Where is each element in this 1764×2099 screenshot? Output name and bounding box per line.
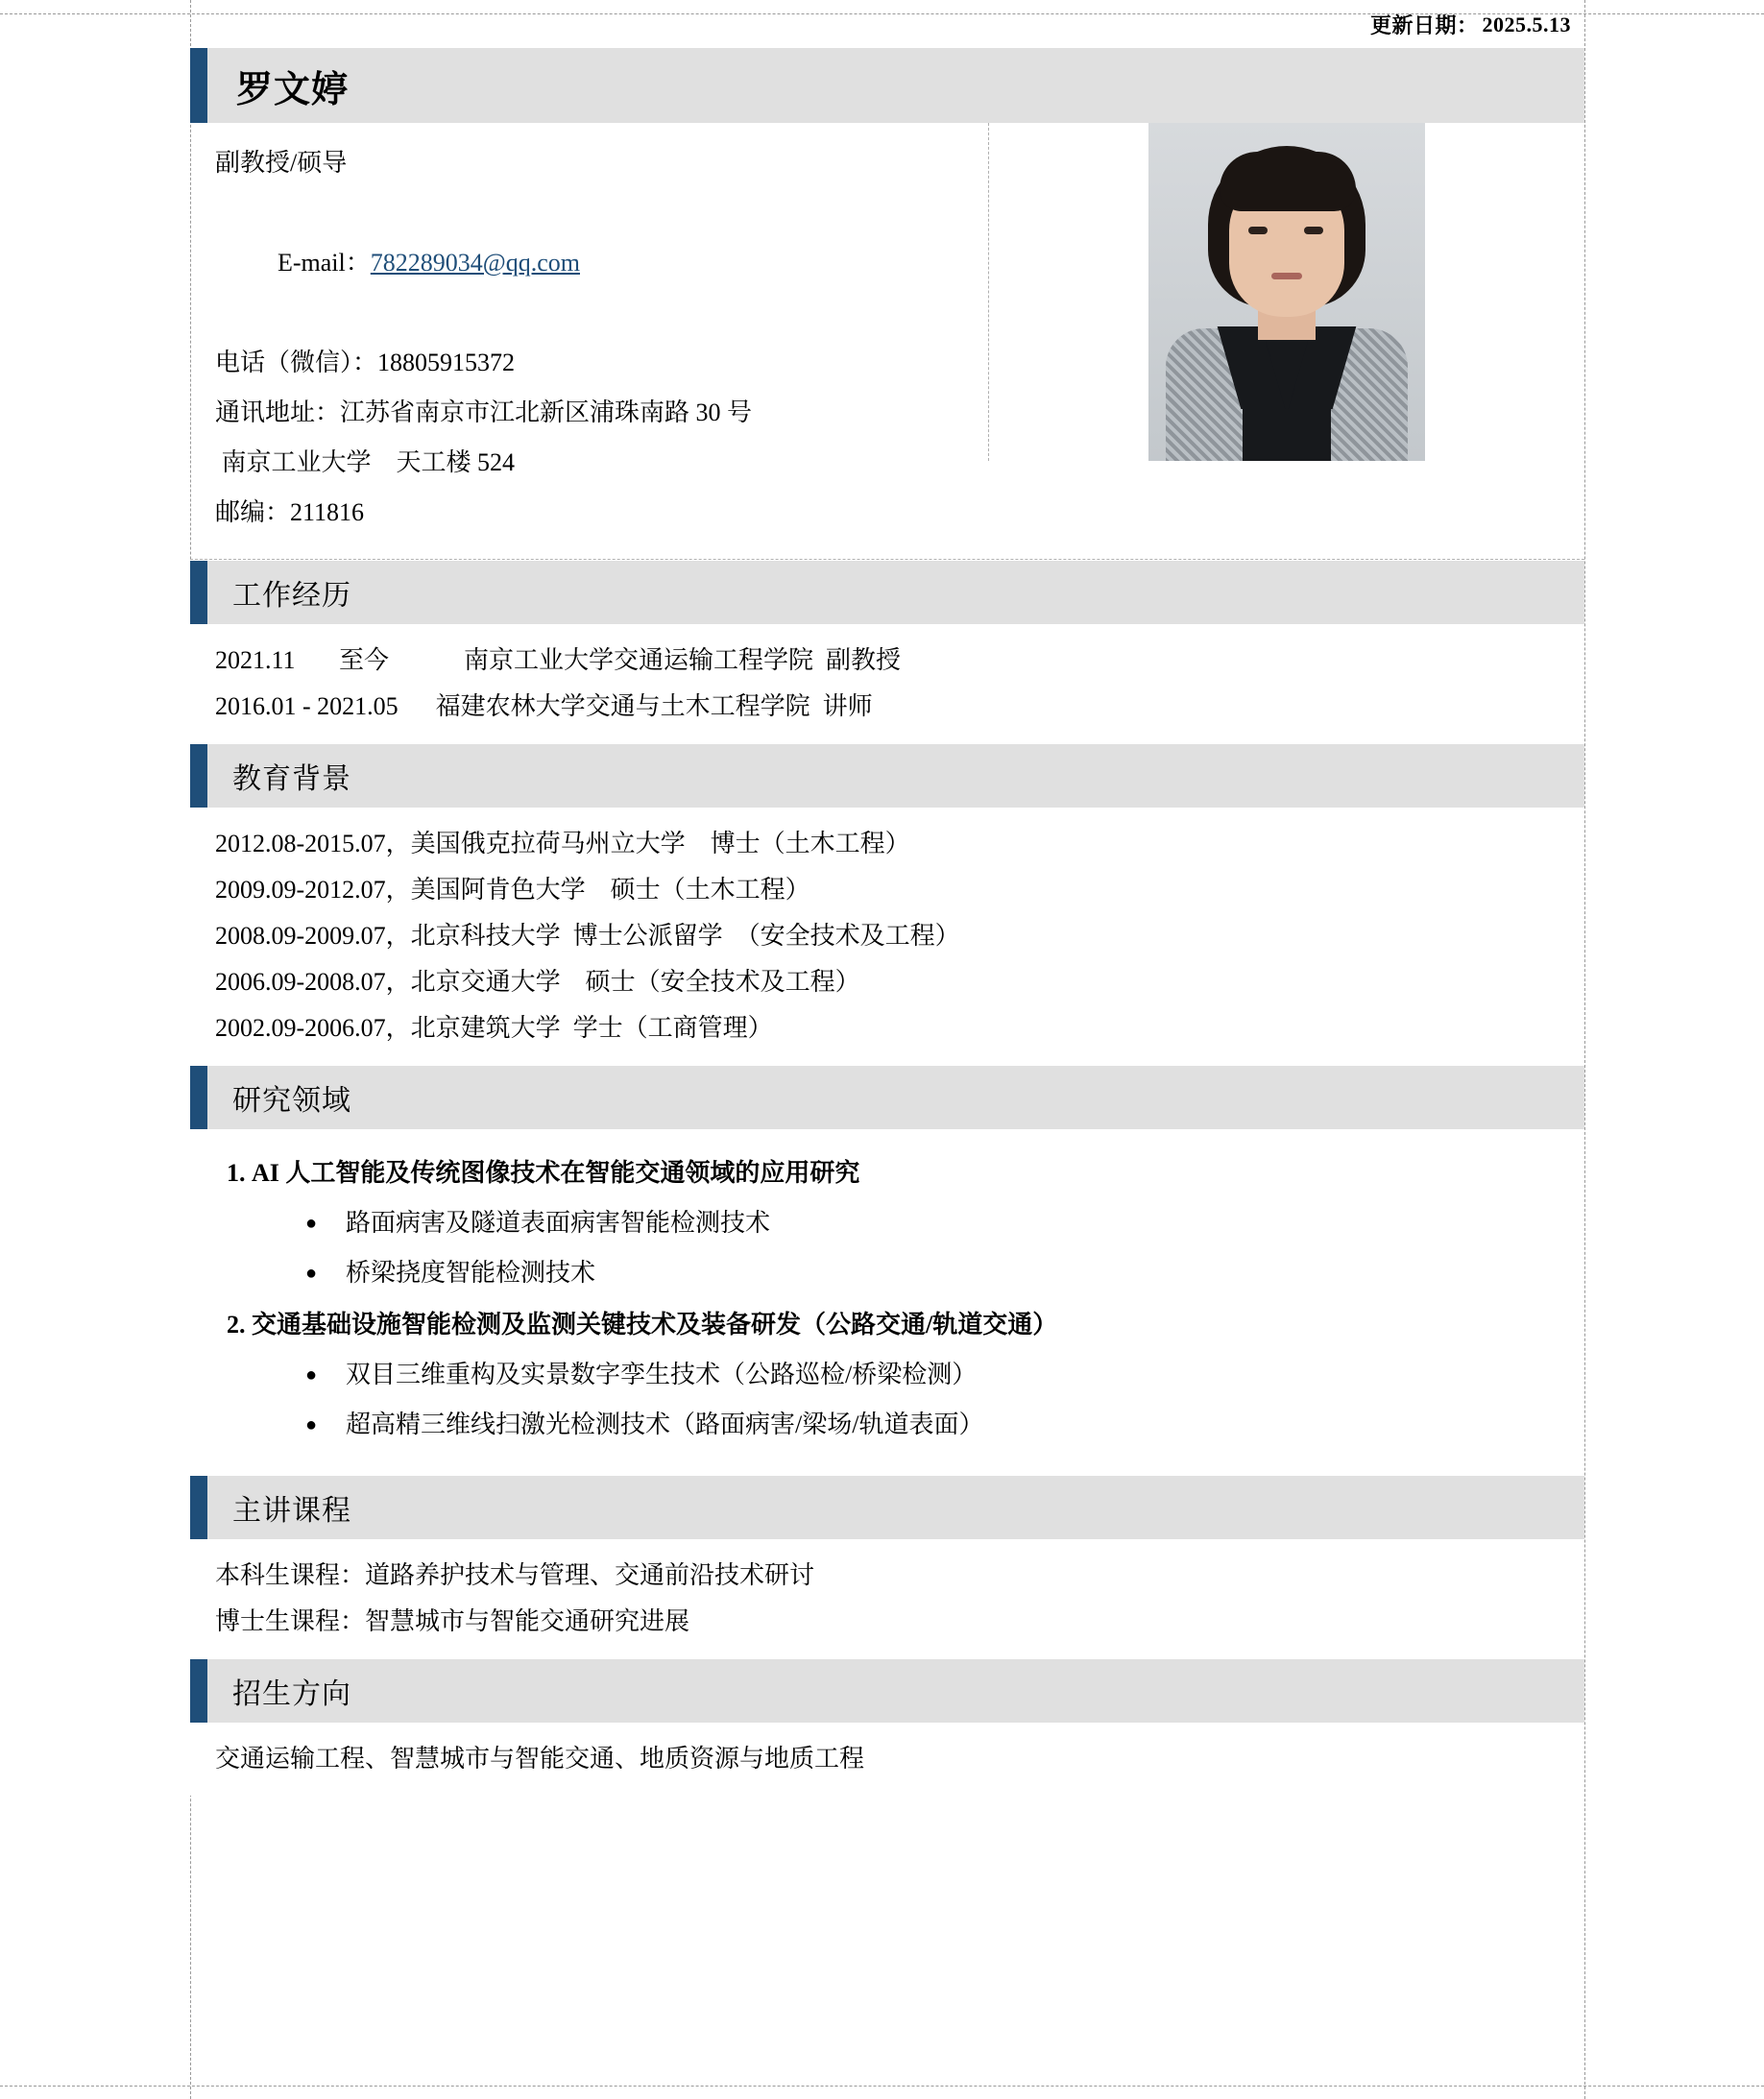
- accent-tab: [190, 48, 207, 123]
- accent-tab: [190, 1066, 207, 1129]
- education-item: 2008.09-2009.07，北京科技大学 博士公派留学 （安全技术及工程）: [215, 922, 960, 950]
- research-sublist: [252, 1350, 1584, 1450]
- photo-eye-left: [1248, 227, 1268, 234]
- accent-tab: [190, 1476, 207, 1539]
- photo-mouth: [1271, 273, 1302, 279]
- section-title-work: 工作经历: [232, 580, 351, 612]
- email-link[interactable]: 782289034@qq.com: [370, 249, 580, 277]
- section-header-courses: [190, 1475, 1584, 1539]
- accent-tab: [190, 561, 207, 624]
- research-item: [252, 1300, 1584, 1450]
- section-body-research: [190, 1129, 1584, 1475]
- section-header-admission: [190, 1658, 1584, 1723]
- photo-cell: [988, 123, 1584, 461]
- address-line-2: 南京工业大学 天工楼 524: [215, 448, 516, 476]
- research-point: ● 超高精三维线扫激光检测技术（路面病害/梁场/轨道表面）: [305, 1400, 1584, 1450]
- section-body-admission: [190, 1723, 1584, 1796]
- course-item: 本科生课程：道路养护技术与管理、交通前沿技术研讨: [215, 1561, 815, 1589]
- education-item: 2006.09-2008.07，北京交通大学 硕士（安全技术及工程）: [215, 968, 860, 996]
- margin-guide-bottom: [0, 2086, 1764, 2087]
- research-point: ● 路面病害及隧道表面病害智能检测技术: [305, 1198, 1584, 1248]
- section-title-admission: 招生方向: [232, 1678, 351, 1710]
- name-header: [190, 47, 1584, 123]
- accent-tab: [190, 744, 207, 808]
- section-body-work: [190, 624, 1584, 743]
- research-sublist: [252, 1198, 1584, 1298]
- document-body: [190, 0, 1584, 1819]
- work-item: 2016.01 - 2021.05 福建农林大学交通与土木工程学院 讲师: [215, 692, 873, 720]
- research-point: ● 双目三维重构及实景数字孪生技术（公路巡检/桥梁检测）: [305, 1350, 1584, 1400]
- update-date-label: 更新日期：: [1369, 13, 1479, 37]
- research-list: [190, 1143, 1584, 1461]
- photo-eye-right: [1304, 227, 1323, 234]
- update-date-row: [190, 0, 1584, 47]
- job-title: 副教授/硕导: [215, 149, 348, 177]
- margin-guide-right: [1584, 0, 1585, 2099]
- research-heading: 交通基础设施智能检测及监测关键技术及装备研发（公路交通/轨道交通）: [252, 1311, 1058, 1339]
- email-label: E-mail：: [278, 249, 371, 277]
- contact-details: [190, 123, 988, 559]
- education-item: 2002.09-2006.07，北京建筑大学 学士（工商管理）: [215, 1014, 773, 1042]
- section-body-courses: [190, 1539, 1584, 1658]
- section-header-education: [190, 743, 1584, 808]
- education-item: 2012.08-2015.07，美国俄克拉荷马州立大学 博士（土木工程）: [215, 830, 910, 857]
- person-name: 罗文婷: [236, 69, 350, 110]
- research-heading: AI 人工智能及传统图像技术在智能交通领域的应用研究: [252, 1159, 860, 1187]
- research-point: ● 桥梁挠度智能检测技术: [305, 1248, 1584, 1298]
- contact-section: [190, 123, 1584, 560]
- admission-item: 交通运输工程、智慧城市与智能交通、地质资源与地质工程: [215, 1745, 865, 1773]
- update-date-value: 2025.5.13: [1482, 12, 1571, 36]
- course-item: 博士生课程：智慧城市与智能交通研究进展: [215, 1607, 690, 1635]
- address-line-1: 通讯地址：江苏省南京市江北新区浦珠南路 30 号: [215, 398, 753, 426]
- section-title-research: 研究领域: [232, 1085, 351, 1117]
- portrait-photo: [1148, 123, 1425, 461]
- work-item: 2021.11 至今 南京工业大学交通运输工程学院 副教授: [215, 646, 902, 674]
- accent-tab: [190, 1659, 207, 1723]
- section-body-education: [190, 808, 1584, 1065]
- phone-line: 电话（微信）：18805915372: [215, 349, 516, 376]
- section-title-courses: 主讲课程: [232, 1495, 351, 1527]
- photo-fringe: [1220, 152, 1356, 211]
- section-title-education: 教育背景: [232, 763, 351, 795]
- section-header-work: [190, 560, 1584, 624]
- research-item: [252, 1148, 1584, 1298]
- bottom-spacer: [190, 1796, 1584, 1819]
- postcode-line: 邮编：211816: [215, 498, 365, 526]
- email-line: [190, 188, 988, 338]
- section-header-research: [190, 1065, 1584, 1129]
- education-item: 2009.09-2012.07，美国阿肯色大学 硕士（土木工程）: [215, 876, 810, 904]
